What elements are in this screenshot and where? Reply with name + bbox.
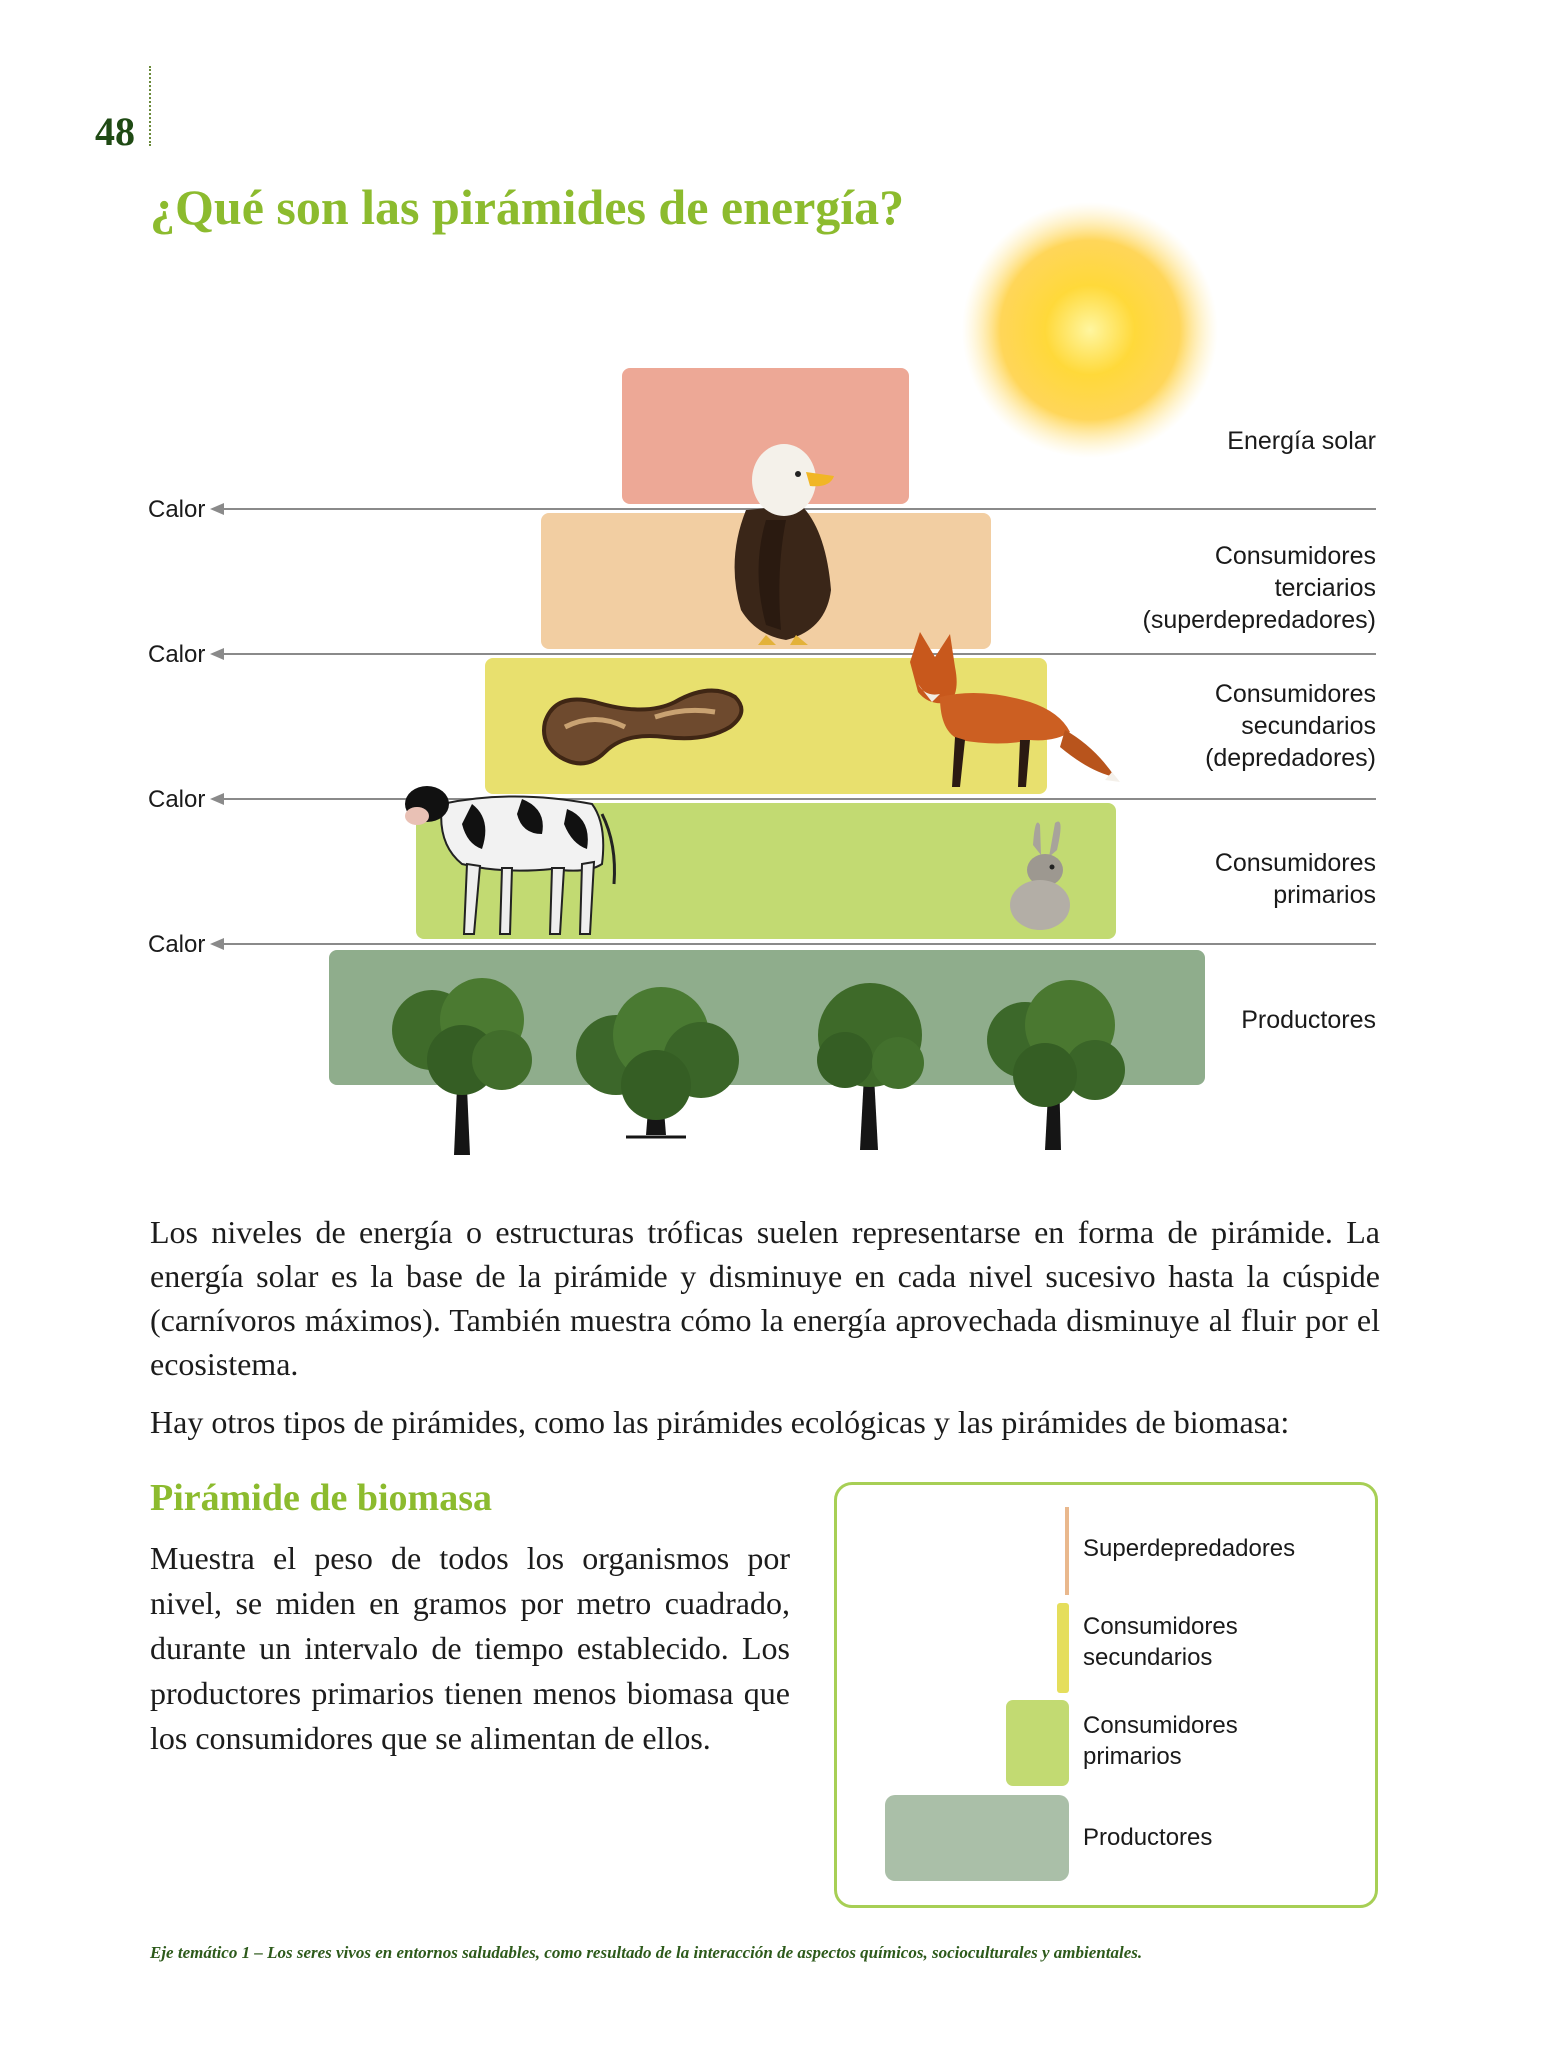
- label-line: (superdepredadores): [1142, 606, 1376, 634]
- eagle-icon: [706, 440, 856, 650]
- label-line: Consumidores: [1083, 1712, 1238, 1739]
- biomasa-bar-primarios: [1006, 1700, 1069, 1786]
- label-line: Superdepredadores: [1083, 1535, 1296, 1562]
- cow-icon: [392, 764, 632, 944]
- body-paragraph: Los niveles de energía o estructuras tróficas suelen representarse en forma de pirámide. La energía solar es la base de la pirámide y disminuye en cada nivel sucesivo hasta la cúspide (carnívoros máximos). También muestra cómo la energía aprovechada disminuye al fluir por el ecosistema.: [150, 1214, 1380, 1382]
- tree-icon: [800, 975, 940, 1150]
- label-line: secundarios: [1241, 712, 1376, 740]
- tree-icon: [566, 985, 746, 1145]
- label-line: (depredadores): [1205, 744, 1376, 772]
- body-paragraph: Hay otros tipos de pirámides, como las pirámides ecológicas y las pirámides de biomasa:: [150, 1404, 1290, 1440]
- biomasa-pyramid-box: [834, 1482, 1378, 1908]
- heat-label: Calor: [148, 641, 206, 668]
- label-line: secundarios: [1083, 1644, 1213, 1671]
- label-primary-consumers: [1076, 847, 1376, 911]
- label-solar-energy: Energía solar: [1227, 427, 1376, 455]
- biomasa-label-secundarios: [1083, 1611, 1238, 1673]
- biomasa-bar-secundarios: [1057, 1603, 1069, 1693]
- heat-label: Calor: [148, 931, 206, 958]
- tree-icon: [975, 975, 1135, 1150]
- page-title: ¿Qué son las pirámides de energía?: [150, 179, 905, 235]
- biomasa-label-superdepredadores: [1083, 1533, 1295, 1564]
- biomasa-description: Muestra el peso de todos los organismos por nivel, se miden en gramos por metro cuadrado, durante un intervalo de tiempo establecido. Los productores primarios tienen menos biomasa que los consumidores que se alimentan de ellos.: [150, 1540, 790, 1756]
- biomasa-label-productores: [1083, 1822, 1212, 1853]
- heat-label: Calor: [148, 786, 206, 813]
- label-line: Consumidores: [1214, 849, 1376, 877]
- label-tertiary-consumers: [1076, 540, 1376, 636]
- biomasa-label-primarios: [1083, 1710, 1238, 1772]
- biomasa-title: Pirámide de biomasa: [150, 1477, 492, 1519]
- sun-icon: [960, 200, 1220, 460]
- footer-caption: Eje temático 1 – Los seres vivos en entornos saludables, como resultado de la interacción de aspectos químicos, socioculturales y ambientales.: [150, 1943, 1143, 1962]
- label-line: Productores: [1083, 1824, 1213, 1851]
- tree-icon: [382, 975, 542, 1155]
- label-line: Consumidores: [1214, 542, 1376, 570]
- label-secondary-consumers: [1076, 678, 1376, 774]
- heat-label: Calor: [148, 496, 206, 523]
- page-number: 48: [95, 109, 135, 154]
- label-line: primarios: [1083, 1743, 1182, 1770]
- biomasa-bar-productores: [885, 1795, 1069, 1881]
- biomasa-bar-superdepredadores: [1065, 1507, 1069, 1595]
- heat-arrow-line: [222, 653, 1376, 655]
- label-line: Consumidores: [1214, 680, 1376, 708]
- fox-icon: [880, 622, 1120, 792]
- rabbit-icon: [995, 815, 1085, 935]
- label-line: primarios: [1273, 881, 1376, 909]
- label-producers: Productores: [1241, 1006, 1376, 1034]
- label-line: terciarios: [1274, 574, 1376, 602]
- label-line: Consumidores: [1083, 1613, 1238, 1640]
